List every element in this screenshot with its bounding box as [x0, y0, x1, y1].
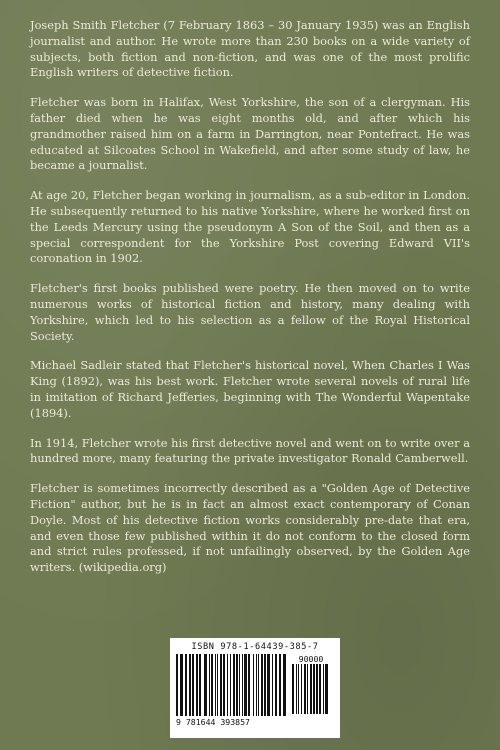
barcode-bar	[239, 654, 240, 716]
barcode-bar	[236, 654, 238, 716]
barcode-bar	[261, 654, 263, 716]
barcode-bar	[258, 654, 259, 716]
barcode-bar	[267, 654, 270, 716]
barcode-bar	[180, 654, 183, 716]
barcode-bar	[296, 664, 297, 714]
barcode-bar	[283, 654, 286, 716]
addon-barcode-icon	[292, 664, 330, 714]
barcode-bar	[248, 654, 250, 716]
barcode-bar	[204, 654, 207, 716]
paragraph-historical-novel: Michael Sadleir stated that Fletcher's historical novel, When Charles I Was King (1892), was his best work. Fletcher wrote several novels of rural life in imitation of Richard Jefferies, beginning with The Wonderful Wapentake (1894).	[30, 358, 470, 420]
barcode-bar	[253, 654, 254, 716]
barcode-bar	[223, 654, 225, 716]
paragraph-golden-age: Fletcher is sometimes incorrectly described as a "Golden Age of Detective Fiction" author, but he is in fact an almost exact contemporary of Conan Doyle. Most of his detective fiction works considerably pre-date that era, and even those few published within it do not conform to the closed form and strict rules professed, if not unfailingly observed, by the Golden Age writers. (wikipedia.org)	[30, 481, 470, 575]
barcode-bar	[310, 664, 312, 714]
isbn-label: ISBN 978-1-64439-385-7	[191, 642, 319, 652]
barcode-bar	[196, 654, 198, 716]
barcode-bar	[301, 664, 302, 714]
barcode-bar	[325, 664, 328, 714]
barcode-bar	[217, 654, 218, 716]
paragraph-intro: Joseph Smith Fletcher (7 February 1863 – 30 January 1935) was an English journalist and author. He wrote more than 230 books on a wide variety of subjects, both fiction and non-fiction, and was one of the most prolific English writers of detective fiction.	[30, 18, 470, 80]
barcode-bar	[185, 654, 187, 716]
barcode-bar	[292, 664, 294, 714]
barcode-bar	[307, 664, 308, 714]
barcode-bar	[264, 654, 266, 716]
barcode-bar	[215, 654, 216, 716]
barcode-bar	[298, 664, 299, 714]
barcode-bar	[272, 654, 273, 716]
barcode-bar	[176, 654, 178, 716]
barcode-bar	[323, 664, 324, 714]
barcode-bar	[230, 654, 231, 716]
barcode-bar	[227, 654, 228, 716]
barcode-bars	[176, 654, 334, 716]
barcode-bar	[256, 654, 257, 716]
paragraph-journalism: At age 20, Fletcher began working in journalism, as a sub-editor in London. He subsequently returned to his native Yorkshire, where he worked first on the Leeds Mercury using the pseudonym A Son of the Soil, and then as a special correspondent for the Yorkshire Post covering Edward VII's coronation in 1902.	[30, 188, 470, 266]
barcode-bar	[244, 654, 247, 716]
barcode-bar	[199, 654, 201, 716]
paragraph-early-life: Fletcher was born in Halifax, West Yorkshire, the son of a clergyman. His father died when he was eight months old, and after which his grandmother raised him on a farm in Darrington, near Pontefract. He was educated at Silcoates School in Wakefield, and after some study of law, he became a journalist.	[30, 95, 470, 173]
barcode-main-digits: 9 781644 393857	[176, 717, 250, 727]
barcode-bar	[233, 654, 235, 716]
barcode-bar	[209, 654, 210, 716]
isbn-barcode	[170, 638, 340, 738]
paragraph-first-books: Fletcher's first books published were poetry. He then moved on to write numerous works of historical fiction and history, many dealing with Yorkshire, which led to his selection as a fellow of the Royal Historical Society.	[30, 281, 470, 343]
barcode-bar	[189, 654, 191, 716]
main-barcode-icon	[176, 654, 288, 716]
barcode-bar	[211, 654, 213, 716]
barcode-bar	[242, 654, 243, 716]
addon-digits: 90000	[298, 654, 324, 664]
barcode-bar	[192, 654, 194, 716]
barcode-bar	[220, 654, 222, 716]
paragraph-detective-novels: In 1914, Fletcher wrote his first detective novel and went on to write over a hundred more, many featuring the private investigator Ronald Camberwell.	[30, 435, 470, 466]
barcode-bar	[275, 654, 277, 716]
barcode-bar	[279, 654, 281, 716]
barcode-bar	[304, 664, 306, 714]
back-cover-text	[30, 18, 470, 590]
barcode-bar	[316, 664, 318, 714]
barcode-bar	[313, 664, 315, 714]
barcode-bar	[319, 664, 321, 714]
